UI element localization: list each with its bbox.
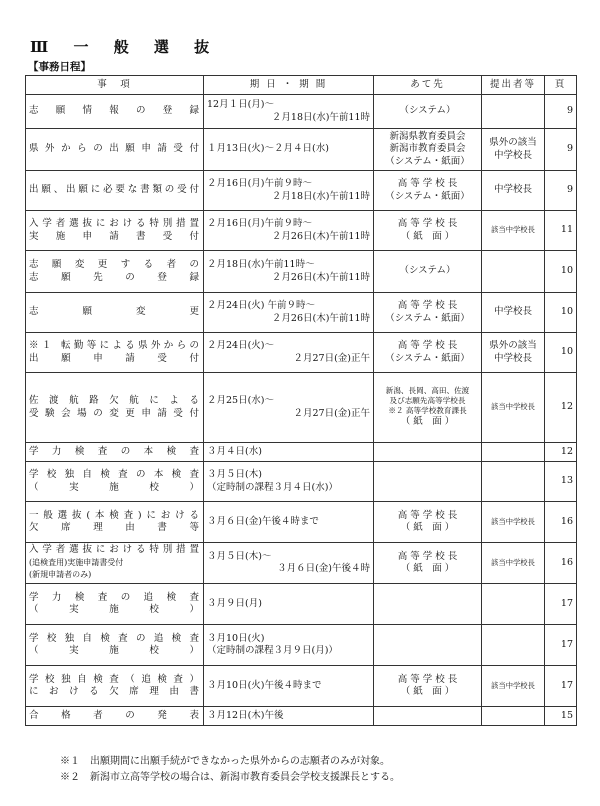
item-cell-line: 志 願 先 の 登 録 <box>29 271 200 283</box>
period-cell-line: ２月24日(火) 午前９時～ <box>207 300 316 311</box>
period-cell-line: ２月16日(月)午前９時～ <box>207 178 313 189</box>
item-cell <box>26 584 204 625</box>
period-cell <box>204 625 374 666</box>
period-cell <box>204 251 374 293</box>
table-row <box>26 707 577 726</box>
submitter-cell-line: 該当中学校長 <box>491 557 535 567</box>
period-cell-line: ３月４日(水) <box>207 445 262 457</box>
submitter-cell-line: 中学校長 <box>493 306 532 318</box>
destination-cell <box>374 625 482 666</box>
item-cell <box>26 443 204 462</box>
period-cell <box>204 502 374 543</box>
period-cell <box>204 95 374 129</box>
item-cell-line: ※１ 転勤等による県外からの <box>29 340 200 351</box>
item-cell <box>26 543 204 584</box>
table-row <box>26 443 577 462</box>
period-cell <box>204 707 374 726</box>
page-cell: 9 <box>545 95 577 129</box>
period-cell-line: ３月６日(金)午後４時まで <box>207 515 319 527</box>
submitter-cell <box>482 171 545 211</box>
destination-cell-line: （ 紙 面 ） <box>400 230 455 242</box>
item-cell-line: 出願、出願に必要な書類の受付 <box>29 184 200 196</box>
period-cell <box>204 443 374 462</box>
period-cell-line: ３月５日(木) <box>207 469 262 480</box>
page-cell: 9 <box>545 129 577 171</box>
destination-cell-line: （システム） <box>399 265 456 277</box>
table-row <box>26 666 577 707</box>
submitter-cell <box>482 707 545 726</box>
destination-cell-line: 高 等 学 校 長 <box>397 300 458 311</box>
period-cell <box>204 293 374 333</box>
destination-cell <box>374 462 482 502</box>
footnote-1: ※１ 出願期間に出願手続ができなかった県外からの志願者のみが対象。 <box>60 756 390 767</box>
item-cell-line: 学 力 検 査 の 追 検 査 <box>29 591 200 603</box>
period-cell-line: ３月６日(金)午後４時 <box>277 563 370 574</box>
period-cell-line: ２月26日(木)午前11時 <box>271 312 370 324</box>
destination-cell-line: （システム） <box>399 105 456 117</box>
header-period: 期 日 ・ 期 間 <box>204 76 374 95</box>
destination-cell-line: 高 等 学 校 長 <box>397 178 458 189</box>
item-cell <box>26 95 204 129</box>
item-cell-line: 志 願 変 更 す る 者 の <box>29 259 200 270</box>
period-cell-line: ２月16日(月)午前９時～ <box>207 218 313 229</box>
submitter-cell <box>482 584 545 625</box>
submitter-cell <box>482 129 545 171</box>
section-title: Ⅲ 一 般 選 抜 <box>30 38 220 56</box>
item-cell <box>26 373 204 443</box>
destination-cell <box>374 293 482 333</box>
period-cell-line: ３月10日(火)午後４時まで <box>207 679 322 691</box>
table-row <box>26 584 577 625</box>
destination-cell <box>374 251 482 293</box>
table-body <box>26 95 577 726</box>
destination-cell-line: 新潟県教育委員会 <box>389 130 466 142</box>
submitter-cell-line: 中学校長 <box>493 149 532 161</box>
destination-cell-line: （システム・紙面） <box>385 312 470 324</box>
page-cell: 10 <box>545 333 577 373</box>
item-cell-line: 学 校 独 自 検 査 の 追 検 査 <box>29 632 200 644</box>
destination-cell <box>374 95 482 129</box>
destination-cell-line: 及び志願先高等学校長 <box>389 396 466 406</box>
destination-cell <box>374 584 482 625</box>
period-cell-line: １月13日(火)～２月４日(水) <box>207 143 329 155</box>
submitter-cell <box>482 462 545 502</box>
submitter-cell <box>482 443 545 462</box>
item-cell <box>26 251 204 293</box>
item-cell-line: 欠 席 理 由 書 等 <box>29 522 200 533</box>
period-cell-line: ３月９日(月) <box>207 597 262 609</box>
table-row <box>26 373 577 443</box>
submitter-cell-line: 該当中学校長 <box>491 225 535 235</box>
schedule-table <box>25 75 577 726</box>
period-cell-line: ３月５日(木)～ <box>207 550 272 562</box>
period-cell-line: ２月27日(金)正午 <box>293 352 370 364</box>
item-cell-line: 学 力 検 査 の 本 検 査 <box>29 445 200 457</box>
schedule-subtitle: 【事務日程】 <box>28 61 91 73</box>
page-cell: 16 <box>545 543 577 584</box>
period-cell-line: ２月27日(金)正午 <box>293 407 370 419</box>
page-cell: 17 <box>545 584 577 625</box>
item-cell <box>26 502 204 543</box>
item-cell-line: 受験会場の変更申請受付 <box>29 407 200 419</box>
destination-cell-line: （システム・紙面） <box>385 352 470 364</box>
destination-cell <box>374 373 482 443</box>
period-cell-line: ２月18日(水)午前11時～ <box>207 259 315 270</box>
destination-cell <box>374 502 482 543</box>
item-cell <box>26 625 204 666</box>
destination-cell-line: 高 等 学 校 長 <box>397 218 458 229</box>
page-cell: 13 <box>545 462 577 502</box>
destination-cell <box>374 666 482 707</box>
table-row <box>26 251 577 293</box>
page-cell: 12 <box>545 443 577 462</box>
period-cell-line: ２月24日(火)～ <box>207 340 275 351</box>
table-row <box>26 293 577 333</box>
item-cell-line: 佐 渡 航 路 欠 航 に よ る <box>29 395 200 406</box>
destination-cell-line: （ 紙 面 ） <box>400 522 455 533</box>
page-cell: 10 <box>545 251 577 293</box>
item-cell-line: 入学者選抜における特別措置 <box>29 544 200 556</box>
destination-cell-line: 高 等 学 校 長 <box>397 509 458 521</box>
destination-cell <box>374 211 482 251</box>
period-cell <box>204 373 374 443</box>
item-cell <box>26 333 204 373</box>
item-cell-line: 出 願 申 請 受 付 <box>29 352 200 364</box>
item-cell-line: 入学者選抜における特別措置 <box>29 218 200 229</box>
page-cell: 15 <box>545 707 577 726</box>
period-cell-line: ２月18日(水)午前11時 <box>271 190 370 202</box>
period-cell-line: ３月12日(木)午後 <box>207 709 284 721</box>
item-cell <box>26 707 204 726</box>
table-row <box>26 333 577 373</box>
destination-cell <box>374 707 482 726</box>
destination-cell-line: （ 紙 面 ） <box>400 563 455 574</box>
footnote-2: ※２ 新潟市立高等学校の場合は、新潟市教育委員会学校支援課長とする。 <box>60 772 400 783</box>
destination-cell-line: 新潟、長岡、高田、佐渡 <box>385 386 470 396</box>
item-cell-line: に お け る 欠 席 理 由 書 <box>29 686 200 697</box>
item-cell-line: 県外からの出願申請受付 <box>29 143 200 155</box>
header-page: 頁 <box>545 76 577 95</box>
destination-cell <box>374 333 482 373</box>
item-cell-line: 学校独自検査（追検査） <box>29 673 200 685</box>
item-cell-line: 一般選抜(本検査)における <box>29 509 200 521</box>
table-row <box>26 625 577 666</box>
header-submitter: 提出者等 <box>482 76 545 95</box>
period-cell-line: （定時制の課程３月９日(月)） <box>207 645 338 656</box>
period-cell-line: ２月26日(木)午前11時 <box>271 230 370 242</box>
destination-cell-line: （システム・紙面） <box>385 155 470 167</box>
item-cell <box>26 462 204 502</box>
header-destination: あて先 <box>374 76 482 95</box>
page-cell: 9 <box>545 171 577 211</box>
submitter-cell <box>482 211 545 251</box>
page-cell: 11 <box>545 211 577 251</box>
period-cell <box>204 211 374 251</box>
submitter-cell <box>482 666 545 707</box>
submitter-cell <box>482 543 545 584</box>
table-row <box>26 502 577 543</box>
page-cell: 10 <box>545 293 577 333</box>
submitter-cell-line: 中学校長 <box>493 352 532 364</box>
destination-cell-line: （システム・紙面） <box>385 190 470 202</box>
table-row <box>26 95 577 129</box>
item-cell-line: （実施校） <box>29 481 200 493</box>
submitter-cell <box>482 333 545 373</box>
item-cell <box>26 293 204 333</box>
item-cell-line: 志 願 情 報 の 登 録 <box>29 105 200 117</box>
period-cell <box>204 129 374 171</box>
footnotes <box>60 754 400 786</box>
destination-cell <box>374 171 482 211</box>
destination-cell <box>374 443 482 462</box>
destination-cell-line: 高 等 学 校 長 <box>397 340 458 351</box>
table-row <box>26 543 577 584</box>
destination-cell-line: （ 紙 面 ） <box>400 416 455 428</box>
destination-cell-line: 新潟市教育委員会 <box>389 143 466 155</box>
table-row <box>26 171 577 211</box>
period-cell <box>204 462 374 502</box>
submitter-cell-line: 県外の該当 <box>489 340 537 351</box>
table-row <box>26 211 577 251</box>
table-row <box>26 462 577 502</box>
destination-cell <box>374 543 482 584</box>
submitter-cell-line: 該当中学校長 <box>491 516 535 526</box>
period-cell-line: ２月26日(木)午前11時 <box>271 271 370 283</box>
item-cell-line: 合 格 者 の 発 表 <box>29 709 200 721</box>
submitter-cell <box>482 95 545 129</box>
page-cell: 12 <box>545 373 577 443</box>
table-header-row <box>26 76 577 95</box>
period-cell-line: ３月10日(火) <box>207 632 265 644</box>
destination-cell-line: （ 紙 面 ） <box>400 686 455 697</box>
submitter-cell <box>482 625 545 666</box>
destination-cell-line: ※２ 高等学校教育課長 <box>388 406 467 416</box>
period-cell-line: ２月25日(水)～ <box>207 395 275 406</box>
header-item: 事 項 <box>26 76 204 95</box>
period-cell <box>204 666 374 707</box>
item-cell-line: 志 願 変 更 <box>29 306 200 318</box>
submitter-cell <box>482 293 545 333</box>
item-cell-line: (新規申請者のみ) <box>29 570 92 580</box>
item-cell-line: （実施校） <box>29 604 200 615</box>
period-cell-line: 12月１日(月)～ <box>207 99 275 110</box>
period-cell <box>204 584 374 625</box>
item-cell <box>26 666 204 707</box>
period-cell-line: （定時制の課程３月４日(水)） <box>207 481 338 493</box>
item-cell <box>26 211 204 251</box>
submitter-cell-line: 中学校長 <box>493 184 532 196</box>
submitter-cell-line: 該当中学校長 <box>491 680 535 690</box>
page-cell: 16 <box>545 502 577 543</box>
period-cell <box>204 171 374 211</box>
submitter-cell-line: 該当中学校長 <box>491 402 535 412</box>
item-cell-line: 実 施 申 請 書 受 付 <box>29 230 200 242</box>
destination-cell-line: 高 等 学 校 長 <box>397 673 458 685</box>
destination-cell-line: 高 等 学 校 長 <box>397 550 458 562</box>
period-cell-line: ２月18日(水)午前11時 <box>271 111 370 123</box>
page-cell: 17 <box>545 625 577 666</box>
period-cell <box>204 543 374 584</box>
destination-cell <box>374 129 482 171</box>
item-cell-line: （実施校） <box>29 645 200 656</box>
table-row <box>26 129 577 171</box>
item-cell <box>26 129 204 171</box>
page-cell: 17 <box>545 666 577 707</box>
item-cell-line: (追検査用)実施申請書受付 <box>29 557 124 567</box>
item-cell-line: 学 校 独 自 検 査 の 本 検 査 <box>29 469 200 480</box>
submitter-cell <box>482 251 545 293</box>
item-cell <box>26 171 204 211</box>
period-cell <box>204 333 374 373</box>
submitter-cell <box>482 502 545 543</box>
submitter-cell-line: 県外の該当 <box>489 137 537 148</box>
submitter-cell <box>482 373 545 443</box>
